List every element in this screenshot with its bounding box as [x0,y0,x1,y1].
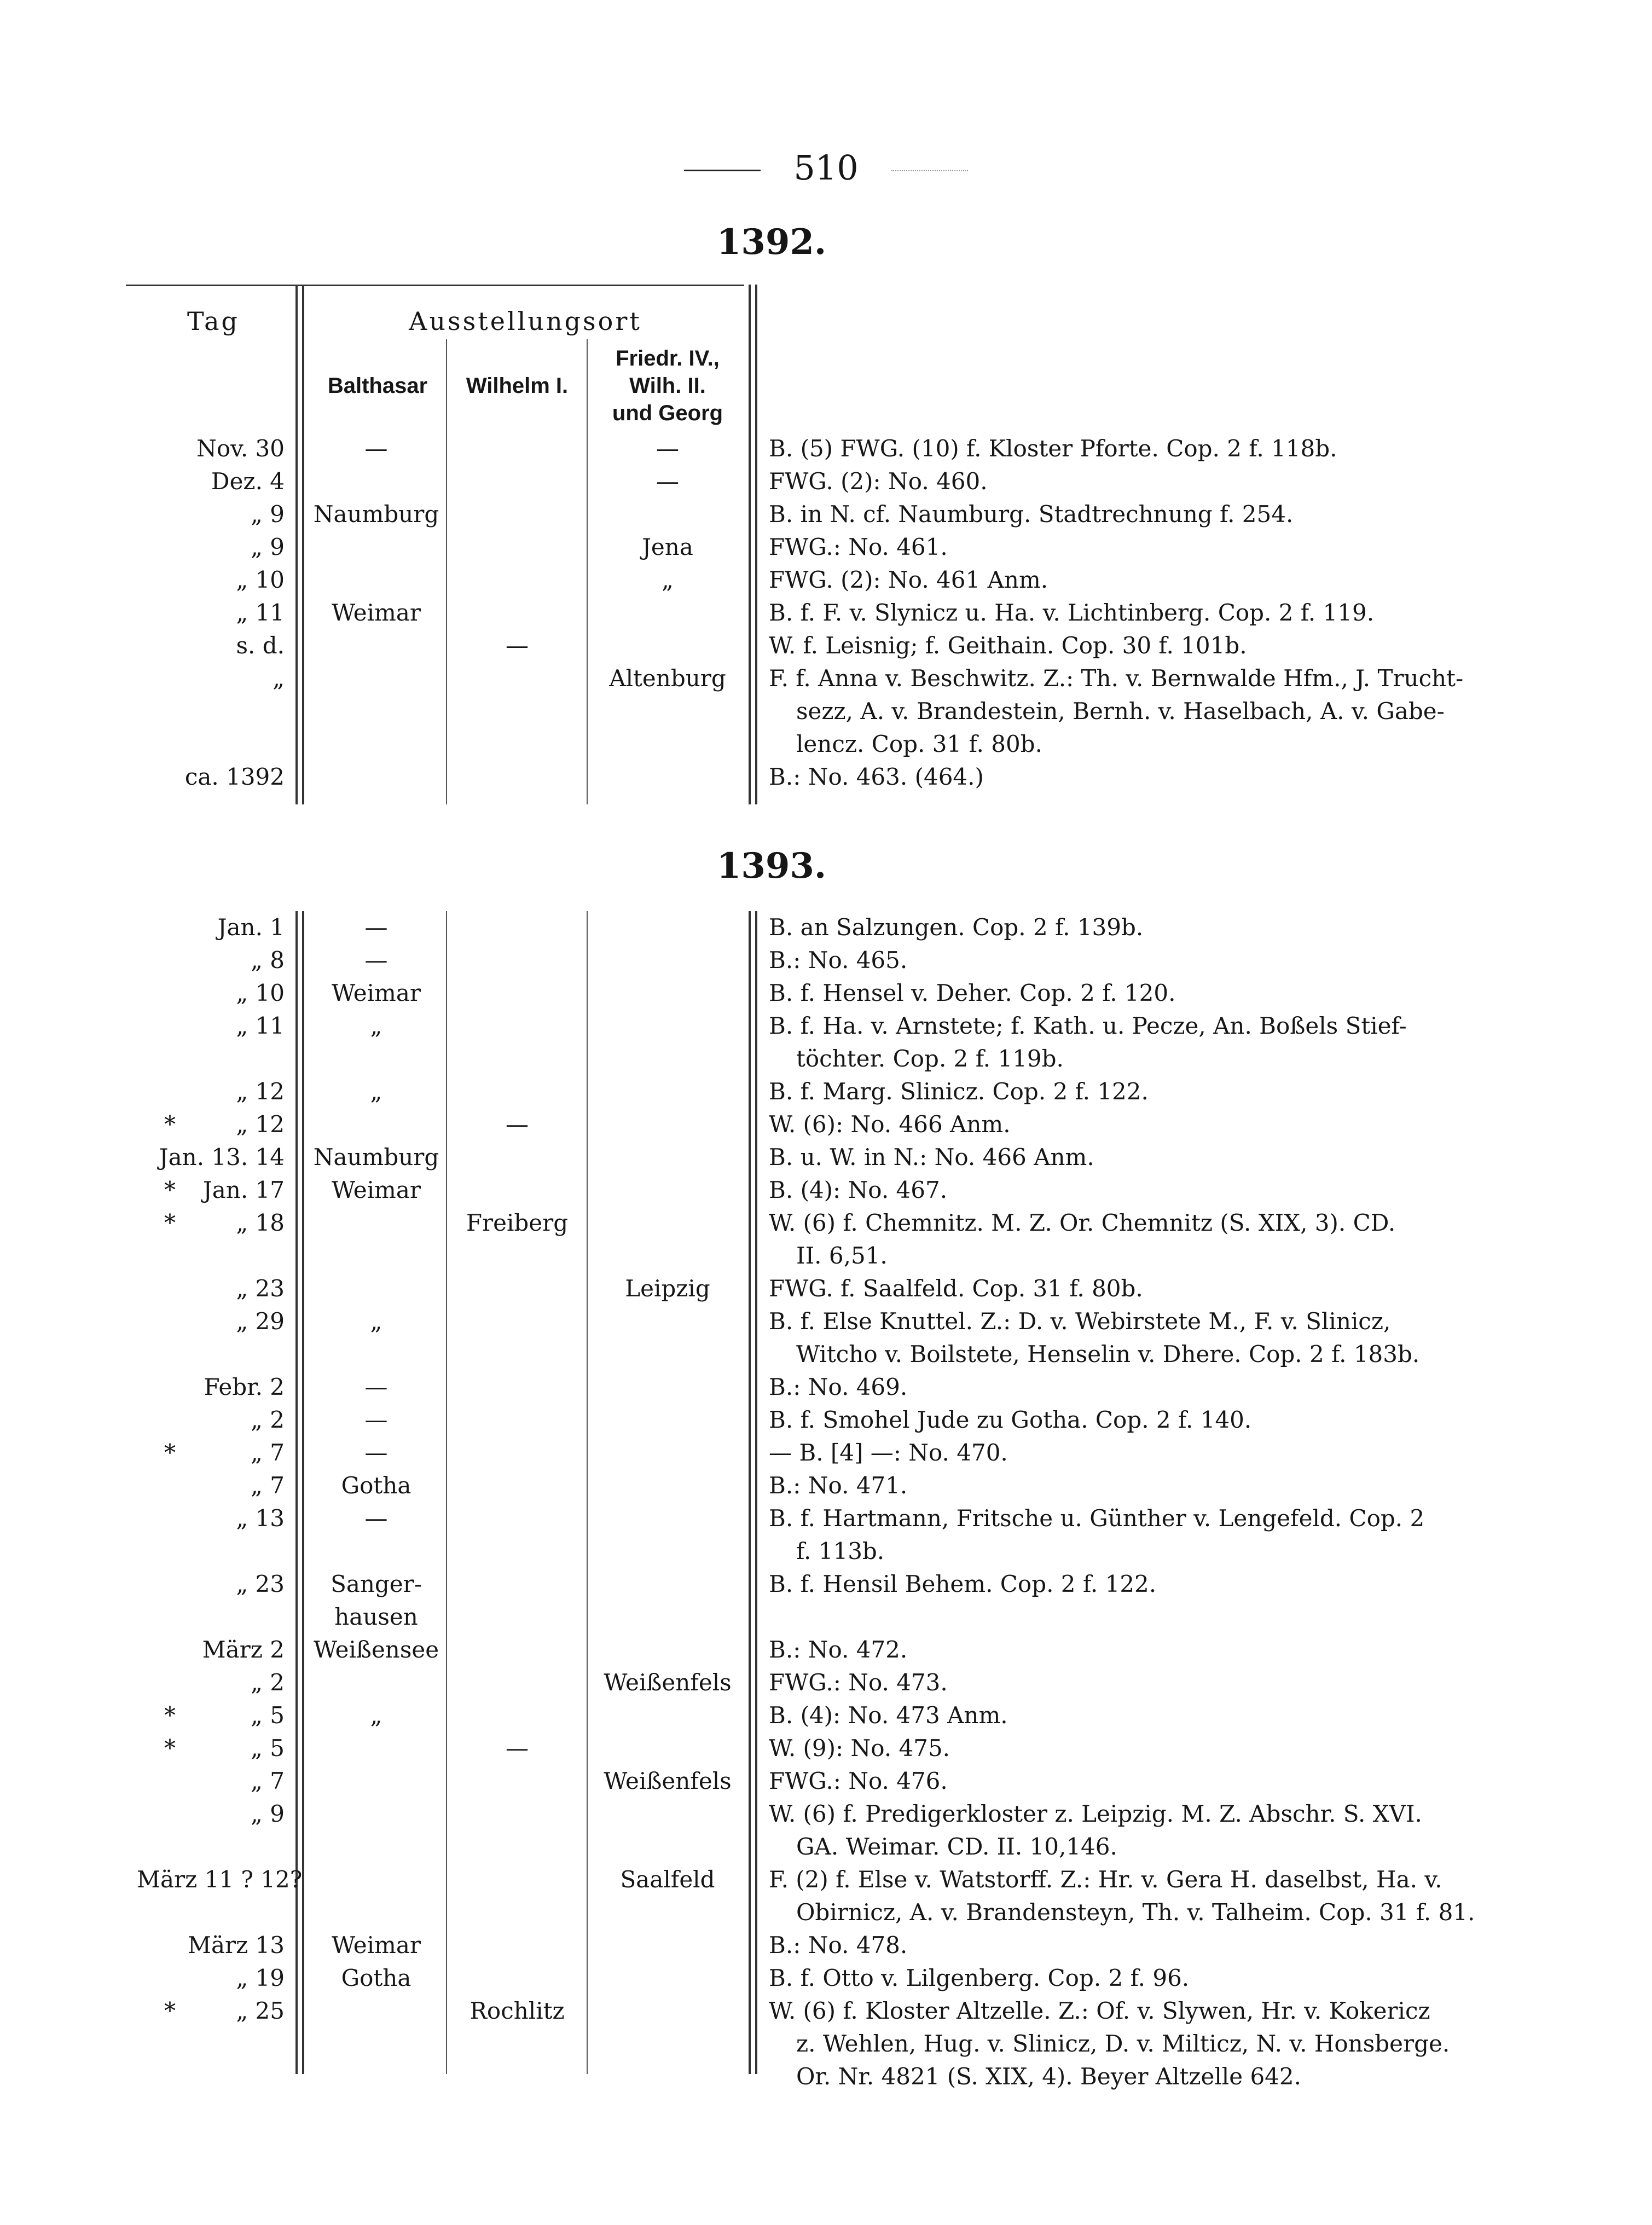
row-date: Nov. 30 [196,435,285,462]
row-date: „ 2 [251,1406,285,1433]
row-date: „ 9 [251,501,285,528]
row-date: „ 9 [251,534,285,560]
col-rule-entry-inner [755,285,757,804]
row-entry-line: B.: No. 471. [769,1472,908,1499]
row-entry-line: B. f. Else Knuttel. Z.: D. v. Webirstete M., F. v. Slinicz, [769,1308,1391,1335]
col-rule-tag-inner [302,285,304,804]
row-place-friedr: Leipzig [625,1275,710,1302]
row-date: März 2 [202,1636,285,1663]
row-entry-line: töchter. Cop. 2 f. 119b. [796,1045,1064,1072]
row-date: „ 11 [236,599,285,626]
row-entry-line: B. (4): No. 473 Anm. [769,1702,1008,1729]
col-rule-wilhelm [587,911,588,2074]
row-date: „ 23 [236,1275,285,1302]
page-number: 510 [793,148,859,188]
row-place-friedr: Altenburg [609,665,726,692]
row-entry-line: B. f. Hensil Behem. Cop. 2 f. 122. [769,1571,1157,1597]
row-entry-line: Witcho v. Boilstete, Henselin v. Dhere. Cop. 2 f. 183b. [796,1341,1420,1368]
row-entry-line: f. 113b. [796,1538,885,1565]
row-place-balthasar: — [364,947,388,974]
row-entry-line: FWG. (2): No. 461 Anm. [769,566,1048,593]
row-date: „ 8 [251,947,285,974]
row-place-balthasar: — [364,1439,388,1466]
row-date: „ 13 [236,1505,285,1532]
row-date: „ 12 [236,1078,285,1105]
row-entry-line: W. f. Leisnig; f. Geithain. Cop. 30 f. 101b. [769,632,1247,659]
row-entry-line: B.: No. 478. [769,1932,908,1959]
row-date: „ 5 [251,1702,285,1729]
row-entry-line: B. f. Smohel Jude zu Gotha. Cop. 2 f. 140. [769,1406,1252,1433]
row-date: „ 18 [236,1209,285,1236]
row-entry-line: II. 6,51. [796,1242,888,1269]
row-place-balthasar: — [364,1406,388,1433]
row-place-balthasar: Weimar [332,599,421,626]
row-star: * [164,1997,176,2024]
row-place-balthasar: — [364,1374,388,1400]
header-balthasar: Balthasar [327,374,428,398]
row-entry-line: FWG.: No. 473. [769,1669,948,1696]
row-date: „ 10 [236,566,285,593]
row-date: Jan. 13. 14 [159,1144,285,1171]
row-place-balthasar: Weimar [332,980,421,1006]
row-place-balthasar: — [364,1505,388,1532]
row-entry-line: B.: No. 463. (464.) [769,763,984,790]
row-date: „ 2 [251,1669,285,1696]
row-entry-line: F. (2) f. Else v. Watstorff. Z.: Hr. v. Gera H. daselbst, Ha. v. [769,1866,1442,1893]
row-entry-line: B. f. Hensel v. Deher. Cop. 2 f. 120. [769,980,1176,1006]
row-star: * [164,1702,176,1729]
page-number-line [0,148,1652,188]
row-entry-line: W. (6): No. 466 Anm. [769,1111,1011,1138]
row-entry-line: B. (4): No. 467. [769,1177,948,1203]
col-rule-entry-outer [749,911,751,2074]
row-date: „ 7 [251,1768,285,1794]
row-place-friedr: „ [662,566,674,593]
row-date: Febr. 2 [204,1374,285,1400]
row-entry-line: Obirnicz, A. v. Brandensteyn, Th. v. Talheim. Cop. 31 f. 81. [796,1899,1475,1926]
row-place-friedr: — [656,435,679,462]
row-place-balthasar: „ [370,1012,382,1039]
header-wilhelm: Wilhelm I. [466,374,569,398]
row-place-balthasar: Weimar [332,1177,421,1203]
row-entry-line: B.: No. 469. [769,1374,908,1400]
col-rule-entry-inner [755,911,757,2074]
row-entry-line: B. an Salzungen. Cop. 2 f. 139b. [769,914,1144,941]
row-place-wilhelm: — [506,1111,529,1138]
row-date: „ 9 [251,1800,285,1827]
row-entry-line: FWG.: No. 476. [769,1768,948,1794]
col-rule-tag-outer [295,285,298,804]
header-tag: Tag [187,306,240,336]
row-date: „ 19 [236,1965,285,1991]
col-rule-balthasar [446,911,447,2074]
row-entry-line: z. Wehlen, Hug. v. Slinicz, D. v. Milticz, N. v. Honsberge. [796,2030,1450,2057]
row-star: * [164,1111,176,1138]
row-entry-line: B.: No. 472. [769,1636,908,1663]
row-star: * [164,1209,176,1236]
row-place-balthasar: — [364,435,388,462]
row-entry-line: B. f. Ha. v. Arnstete; f. Kath. u. Pecze, An. Boßels Stief- [769,1012,1407,1039]
row-place-wilhelm: — [506,632,529,659]
row-date: „ 23 [236,1571,285,1597]
row-entry-line: FWG. (2): No. 460. [769,468,988,495]
header-ausstellungsort: Ausstellungsort [409,306,642,336]
header-friedr-3: und Georg [612,401,723,425]
row-star: * [164,1177,176,1203]
row-entry-line: B. u. W. in N.: No. 466 Anm. [769,1144,1094,1171]
row-date: „ 25 [236,1997,285,2024]
row-date: „ 7 [251,1439,285,1466]
row-place-balthasar: Weimar [332,1932,421,1959]
row-place-wilhelm: Freiberg [466,1209,569,1236]
row-entry-line: FWG.: No. 461. [769,534,948,560]
row-entry-line: B. f. Otto v. Lilgenberg. Cop. 2 f. 96. [769,1965,1190,1991]
row-entry-line: GA. Weimar. CD. II. 10,146. [796,1833,1117,1860]
row-entry-line: F. f. Anna v. Beschwitz. Z.: Th. v. Bernwalde Hfm., J. Trucht- [769,665,1464,692]
row-entry-line: Or. Nr. 4821 (S. XIX, 4). Beyer Altzelle 642. [796,2063,1301,2090]
col-rule-tag-inner [302,911,304,2074]
row-date: März 13 [187,1932,285,1959]
year-heading-1393: 1393. [716,845,827,886]
row-date: „ 11 [236,1012,285,1039]
row-place-friedr: Saalfeld [620,1866,715,1893]
row-entry-line: FWG. f. Saalfeld. Cop. 31 f. 80b. [769,1275,1143,1302]
row-entry-line: sezz, A. v. Brandestein, Bernh. v. Haselbach, A. v. Gabe- [796,698,1445,725]
col-rule-tag-outer [295,911,298,2074]
row-entry-line: W. (6) f. Kloster Altzelle. Z.: Of. v. Slywen, Hr. v. Kokericz [769,1997,1430,2024]
row-entry-line: B. (5) FWG. (10) f. Kloster Pforte. Cop. 2 f. 118b. [769,435,1337,462]
row-place-balthasar: „ [370,1308,382,1335]
row-place-friedr: Weißenfels [604,1669,732,1696]
row-date: „ 5 [251,1735,285,1762]
row-place-balthasar-cont: hausen [334,1603,418,1630]
row-date: „ 29 [236,1308,285,1335]
row-date: „ 10 [236,980,285,1006]
row-date: „ 12 [236,1111,285,1138]
row-place-balthasar: Sanger- [331,1571,422,1597]
row-star: * [164,1439,176,1466]
header-top-rule [126,285,744,286]
row-place-balthasar: Gotha [341,1965,411,1991]
year-heading-1392: 1392. [716,222,827,263]
row-entry-line: B. f. F. v. Slynicz u. Ha. v. Lichtinberg. Cop. 2 f. 119. [769,599,1375,626]
row-place-balthasar: Naumburg [313,1144,439,1171]
row-date: März 11 ? 12? [137,1866,303,1893]
row-entry-line: W. (6) f. Chemnitz. M. Z. Or. Chemnitz (S. XIX, 3). CD. [769,1209,1396,1236]
col-rule-entry-outer [749,285,751,804]
row-date: „ 7 [251,1472,285,1499]
row-date: Jan. 1 [217,914,285,941]
col-rule-wilhelm [587,339,588,804]
row-entry-line: lencz. Cop. 31 f. 80b. [796,731,1042,757]
row-place-balthasar: „ [370,1702,382,1729]
row-place-balthasar: — [364,914,388,941]
rule-left [684,170,761,171]
row-place-balthasar: Gotha [341,1472,411,1499]
row-place-balthasar: Weißensee [313,1636,439,1663]
row-star: * [164,1735,176,1762]
rule-right [891,170,968,171]
header-friedr-2: Wilh. II. [629,374,706,398]
row-entry-line: W. (9): No. 475. [769,1735,950,1762]
row-entry-line: B.: No. 465. [769,947,908,974]
row-place-balthasar: Naumburg [313,501,439,528]
row-entry-line: B. f. Hartmann, Fritsche u. Günther v. Lengefeld. Cop. 2 [769,1505,1425,1532]
row-entry-line: — B. [4] —: No. 470. [769,1439,1008,1466]
row-date: Jan. 17 [202,1177,285,1203]
row-entry-line: B. f. Marg. Slinicz. Cop. 2 f. 122. [769,1078,1149,1105]
row-date: s. d. [236,632,285,659]
row-date: „ [273,665,285,692]
row-entry-line: W. (6) f. Predigerkloster z. Leipzig. M. Z. Abschr. S. XVI. [769,1800,1422,1827]
row-place-friedr: Weißenfels [604,1768,732,1794]
header-friedr-1: Friedr. IV., [616,346,720,370]
row-place-wilhelm: Rochlitz [469,1997,565,2024]
row-place-wilhelm: — [506,1735,529,1762]
col-rule-balthasar [446,339,447,804]
row-place-friedr: Jena [642,534,693,560]
row-date: ca. 1392 [184,763,285,790]
row-entry-line: B. in N. cf. Naumburg. Stadtrechnung f. 254. [769,501,1294,528]
row-place-friedr: — [656,468,679,495]
row-date: Dez. 4 [211,468,285,495]
row-place-balthasar: „ [370,1078,382,1105]
